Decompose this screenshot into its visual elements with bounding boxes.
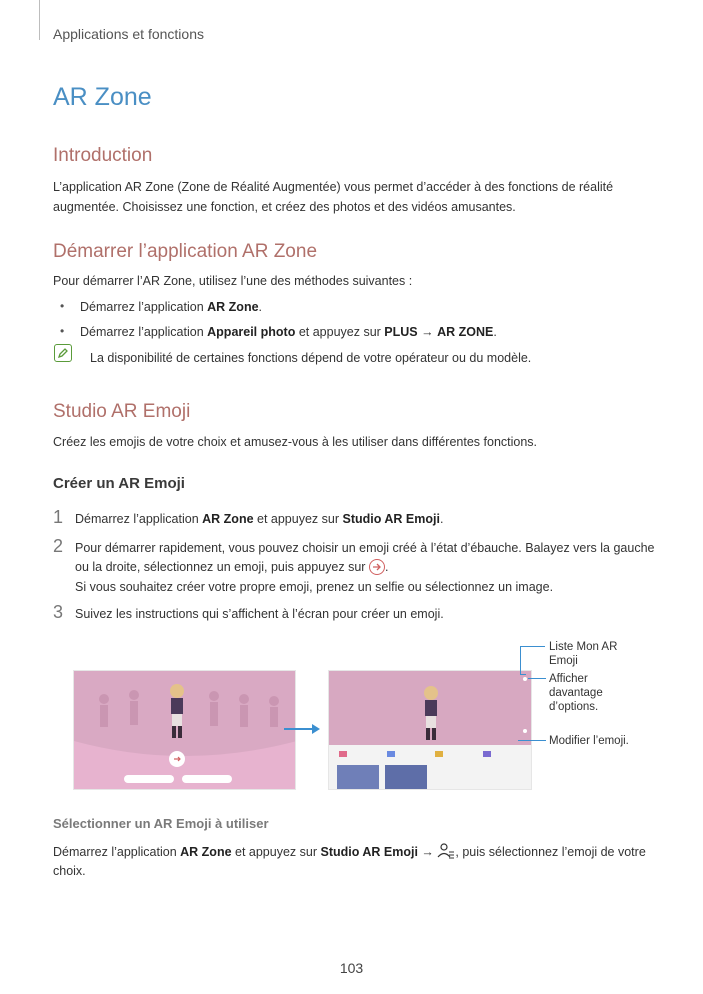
emoji-selection-illustration: [74, 671, 296, 790]
callout-leader: [518, 740, 546, 741]
select-text-end: choix.: [53, 864, 86, 878]
callout-leader: [520, 646, 545, 647]
create-heading: Créer un AR Emoji: [53, 475, 185, 492]
intro-heading: Introduction: [53, 145, 153, 166]
step-2-line-3: Si vous souhaitez créer votre propre emoji, prenez un selfie ou sélectionnez un image.: [75, 580, 554, 594]
page-title: AR Zone: [53, 83, 152, 111]
callout-emoji-list: Liste Mon AR Emoji: [549, 641, 618, 667]
step-2-line-2: ou la droite, sélectionnez un emoji, puis appuyez sur .: [75, 560, 389, 574]
callout-leader: [520, 674, 526, 675]
section-header: Applications et fonctions: [53, 26, 204, 42]
step-2-line-1: Pour démarrer rapidement, vous pouvez choisir un emoji créé à l’état d’ébauche. Balayez vers la gauche: [75, 541, 655, 555]
step-number: 2: [53, 536, 64, 556]
studio-heading: Studio AR Emoji: [53, 401, 191, 422]
start-heading: Démarrer l’application AR Zone: [53, 241, 318, 262]
intro-text: L’application AR Zone (Zone de Réalité Augmentée) vous permet d’accéder à des fonctions de réalité augmentée. Choisissez une fonction, et créez des photos et des vidéos amusantes.: [53, 180, 614, 214]
select-text: Démarrez l’application AR Zone et appuyez sur Studio AR Emoji → , puis sélectionnez l’emoji de votre: [53, 845, 646, 859]
step-1-text: Démarrez l’application AR Zone et appuyez sur Studio AR Emoji.: [75, 512, 444, 526]
studio-text: Créez les emojis de votre choix et amusez-vous à les utiliser dans différentes fonctions.: [53, 435, 538, 449]
emoji-list-icon: [437, 843, 455, 859]
bullet-dot: •: [60, 324, 65, 338]
right-arrow-icon: [282, 722, 322, 736]
forward-arrow-icon: [369, 559, 385, 575]
callout-leader: [528, 678, 546, 679]
page-number: 103: [339, 960, 364, 976]
callout-leader: [520, 646, 521, 674]
note-text: La disponibilité de certaines fonctions dépend de votre opérateur ou du modèle.: [90, 351, 532, 365]
header-rule: [39, 0, 40, 40]
note-pencil-icon: [54, 344, 72, 362]
callout-more-options: Afficher davantage d’options.: [549, 673, 603, 713]
screenshot-ar-emoji-studio: [328, 670, 532, 790]
callout-edit-emoji: Modifier l’emoji.: [549, 735, 629, 747]
emoji-studio-illustration: [329, 671, 532, 790]
step-3-text: Suivez les instructions qui s’affichent à l’écran pour créer un emoji.: [75, 607, 444, 621]
screenshot-emoji-selection: [73, 670, 296, 790]
step-number: 3: [53, 602, 64, 622]
step-number: 1: [53, 507, 64, 527]
bullet-item-1: Démarrez l’application AR Zone.: [80, 300, 263, 314]
bullet-item-2: Démarrez l’application Appareil photo et appuyez sur PLUS → AR ZONE.: [80, 325, 497, 339]
start-lead: Pour démarrer l’AR Zone, utilisez l’une des méthodes suivantes :: [53, 274, 413, 288]
select-heading: Sélectionner un AR Emoji à utiliser: [53, 816, 269, 831]
bullet-dot: •: [60, 299, 65, 313]
